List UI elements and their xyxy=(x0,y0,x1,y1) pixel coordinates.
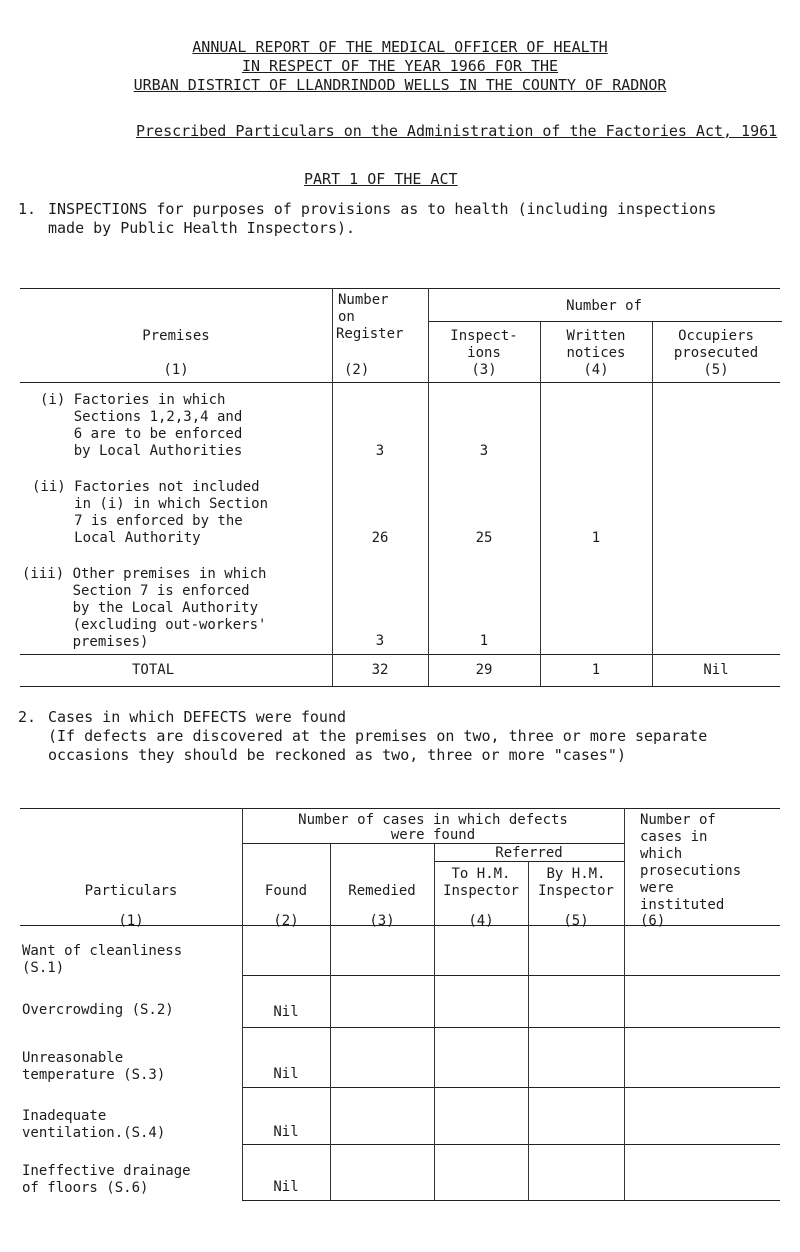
table2-col-rule-4 xyxy=(528,861,529,1200)
table1-row-1-label: (i) Factories in which Sections 1,2,3,4 and 6 are to be enforced by Local Authorities xyxy=(40,392,243,459)
table1-row-2-register: 26 xyxy=(371,530,389,546)
table1-head-occupiers-l1: Occupiers xyxy=(678,328,754,344)
table1-total-label: TOTAL xyxy=(132,662,175,678)
table2-row-4-found: Nil xyxy=(273,1124,299,1140)
table2-head-prosecutions-l3: which xyxy=(640,846,683,862)
table1-head-occupiers-l2: prosecuted xyxy=(673,345,759,361)
table2-head-referred: Referred xyxy=(495,845,563,861)
table1-head-register-l2: on xyxy=(338,309,355,325)
table2-head-cases-l1: Number of cases in which defects xyxy=(298,812,568,828)
table2-head-prosecutions-l5: were xyxy=(640,880,674,896)
table2-row-rule-3 xyxy=(242,1087,780,1088)
table2-head-remedied: Remedied xyxy=(348,883,416,899)
table2-head-prosecutions-l4: prosecutions xyxy=(640,863,742,879)
table2-head-prosecutions-l2: cases in xyxy=(640,829,708,845)
table2-row-4-label: Inadequate ventilation.(S.4) xyxy=(22,1108,166,1141)
table1-head-register-num: (2) xyxy=(344,362,370,378)
table1-head-occupiers-num: (5) xyxy=(703,362,729,378)
table2-head-remedied-num: (3) xyxy=(369,913,395,929)
table1-head-inspections-l1: Inspect- xyxy=(450,328,518,344)
table2-head-found-num: (2) xyxy=(273,913,299,929)
table1-total-top-rule xyxy=(20,654,780,655)
table1-head-premises: Premises xyxy=(142,328,210,344)
table2-top-rule xyxy=(20,808,780,809)
subtitle: Prescribed Particulars on the Administration of the Factories Act, 1961 xyxy=(136,122,778,140)
section-1-number: 1. xyxy=(18,200,37,218)
section-1-text-line-1: INSPECTIONS for purposes of provisions as to health (including inspections xyxy=(48,200,717,218)
section-2-text-line-3: occasions they should be reckoned as two, three or more "cases") xyxy=(48,746,626,764)
report-title-line-2: IN RESPECT OF THE YEAR 1966 FOR THE xyxy=(241,57,559,75)
table2-row-rule-4 xyxy=(242,1144,780,1145)
table1-total-prosecuted: Nil xyxy=(703,662,729,678)
table2-head-by-hm-num: (5) xyxy=(563,913,589,929)
table1-bottom-rule xyxy=(20,686,780,687)
table2-head-found: Found xyxy=(264,883,308,899)
report-title-line-3: URBAN DISTRICT OF LLANDRINDOD WELLS IN THE COUNTY OF RADNOR xyxy=(133,76,667,94)
table1-head-notices-l1: Written xyxy=(566,328,626,344)
table2-head-particulars: Particulars xyxy=(84,883,178,899)
table2-head-to-hm-num: (4) xyxy=(468,913,494,929)
section-2-number: 2. xyxy=(18,708,37,726)
table1-head-notices-l2: notices xyxy=(566,345,626,361)
table1-row-3-inspections: 1 xyxy=(479,633,489,649)
table2-head-to-hm-l1: To H.M. xyxy=(451,866,511,882)
table2-head-to-hm-l2: Inspector xyxy=(443,883,519,899)
section-1-text-line-2: made by Public Health Inspectors). xyxy=(48,219,356,237)
part-title: PART 1 OF THE ACT xyxy=(304,170,458,188)
table1-total-inspections: 29 xyxy=(475,662,493,678)
table2-row-rule-2 xyxy=(242,1027,780,1028)
table1-row-3-register: 3 xyxy=(375,633,385,649)
table2-bottom-rule xyxy=(242,1200,780,1201)
table2-row-1-label: Want of cleanliness (S.1) xyxy=(22,943,183,976)
table2-row-3-label: Unreasonable temperature (S.3) xyxy=(22,1050,166,1083)
table2-head-by-hm-l1: By H.M. xyxy=(546,866,606,882)
table2-row-5-label: Ineffective drainage of floors (S.6) xyxy=(22,1163,191,1196)
section-2-text-line-1: Cases in which DEFECTS were found xyxy=(48,708,347,726)
table2-row-2-label: Overcrowding (S.2) xyxy=(22,1002,174,1018)
table2-row-3-found: Nil xyxy=(273,1066,299,1082)
section-2-text-line-2: (If defects are discovered at the premises on two, three or more separate xyxy=(48,727,708,745)
table1-head-premises-num: (1) xyxy=(163,362,189,378)
table1-top-rule xyxy=(20,288,780,289)
table2-head-prosecutions-l6: instituted xyxy=(640,897,725,913)
table1-row-1-register: 3 xyxy=(375,443,385,459)
table2-head-prosecutions-num: (6) xyxy=(640,913,666,929)
table1-head-register-l3: Register xyxy=(336,326,404,342)
table2-head-cases-l2: were found xyxy=(390,827,476,843)
table2-head-particulars-num: (1) xyxy=(118,913,144,929)
table2-head-by-hm-l2: Inspector xyxy=(538,883,614,899)
table1-row-1-inspections: 3 xyxy=(479,443,489,459)
table1-total-register: 32 xyxy=(371,662,389,678)
table2-row-rule-1 xyxy=(242,975,780,976)
table1-row-2-label: (ii) Factories not included in (i) in which Section 7 is enforced by the Local Authority xyxy=(32,479,269,546)
table1-total-notices: 1 xyxy=(591,662,601,678)
table1-row-2-inspections: 25 xyxy=(475,530,493,546)
table2-row-2-found: Nil xyxy=(273,1004,299,1020)
table1-header-rule xyxy=(20,382,780,383)
table1-row-2-notices: 1 xyxy=(591,530,601,546)
table2-head-prosecutions-l1: Number of xyxy=(640,812,716,828)
table1-head-register-l1: Number xyxy=(338,292,389,308)
table1-head-inspections-num: (3) xyxy=(471,362,497,378)
report-title-line-1: ANNUAL REPORT OF THE MEDICAL OFFICER OF HEALTH xyxy=(192,38,608,56)
table1-row-3-label: (iii) Other premises in which Section 7 is enforced by the Local Authority (excluding out-workers' premises) xyxy=(22,566,267,650)
table1-number-of-rule xyxy=(428,321,782,322)
table2-col-rule-5 xyxy=(624,808,625,1200)
table1-head-inspections-l2: ions xyxy=(467,345,501,361)
table1-head-number-of: Number of xyxy=(566,298,642,314)
table1-col-rule-1 xyxy=(332,288,333,686)
table2-row-5-found: Nil xyxy=(273,1179,299,1195)
table1-head-notices-num: (4) xyxy=(583,362,609,378)
